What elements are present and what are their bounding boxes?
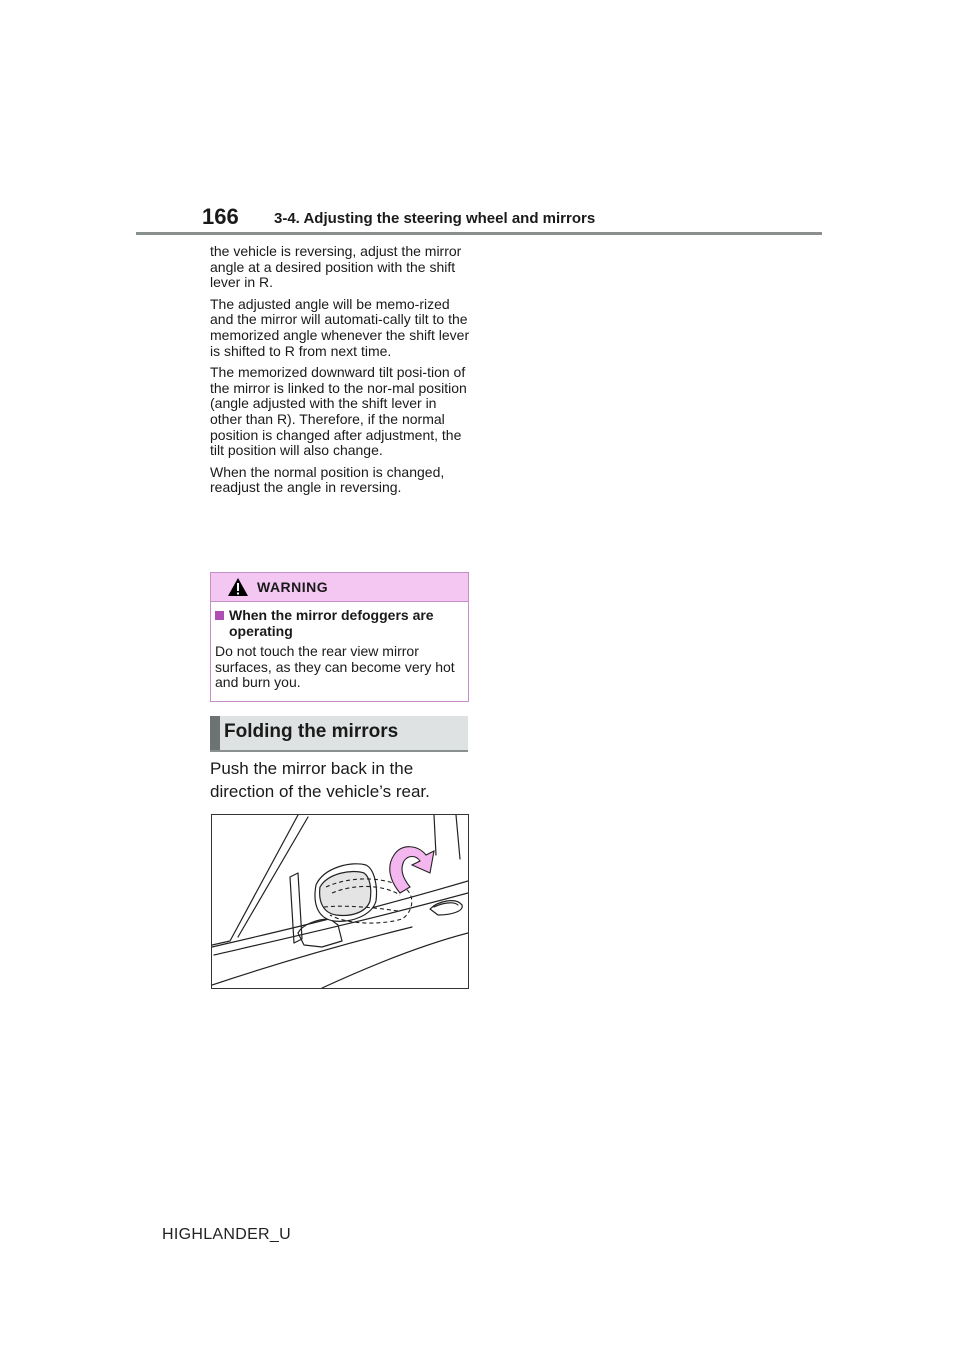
- mirror-folding-drawing: [212, 815, 468, 988]
- page-number: 166: [202, 204, 239, 229]
- warning-triangle-icon: [227, 577, 249, 597]
- warning-title: WARNING: [257, 579, 329, 595]
- paragraph-3: The memorized downward tilt posi-tion of the mirror is linked to the nor-mal position (angle adjusted with the shift lever in other than R). Therefore, if the normal position is changed after adjustment, the tilt position will also change.: [210, 364, 467, 459]
- body-column: [210, 244, 472, 502]
- section-heading: [210, 716, 468, 752]
- section-heading-bar: [210, 716, 220, 750]
- mirror-folding-illustration: [211, 814, 469, 989]
- header-rule: [136, 232, 822, 235]
- fold-arrow-icon: [390, 847, 434, 893]
- footer-text: HIGHLANDER_U: [162, 1226, 291, 1243]
- section-title: 3-4. Adjusting the steering wheel and mirrors: [274, 210, 596, 227]
- section-heading-text: Folding the mirrors: [224, 721, 399, 742]
- warning-body: [211, 602, 468, 691]
- paragraph-2: The adjusted angle will be memo-rized and the mirror will automati-cally tilt to the memorized angle whenever the shift lever is shifted to R from next time.: [210, 295, 470, 359]
- square-bullet-icon: [215, 611, 224, 620]
- warning-header: [211, 573, 468, 602]
- warning-subtitle: [215, 607, 464, 639]
- paragraph-4: When the normal position is changed, readjust the angle in reversing.: [210, 463, 445, 496]
- instruction-text: Push the mirror back in the direction of the vehicle’s rear.: [210, 759, 430, 801]
- warning-subtitle-text: When the mirror defoggers are operating: [229, 607, 434, 639]
- paragraph-1: the vehicle is reversing, adjust the mirror angle at a desired position with the shift lever in R.: [210, 243, 462, 291]
- warning-text: Do not touch the rear view mirror surfaces, as they can become very hot and burn you.: [215, 643, 455, 691]
- warning-box: [210, 572, 469, 702]
